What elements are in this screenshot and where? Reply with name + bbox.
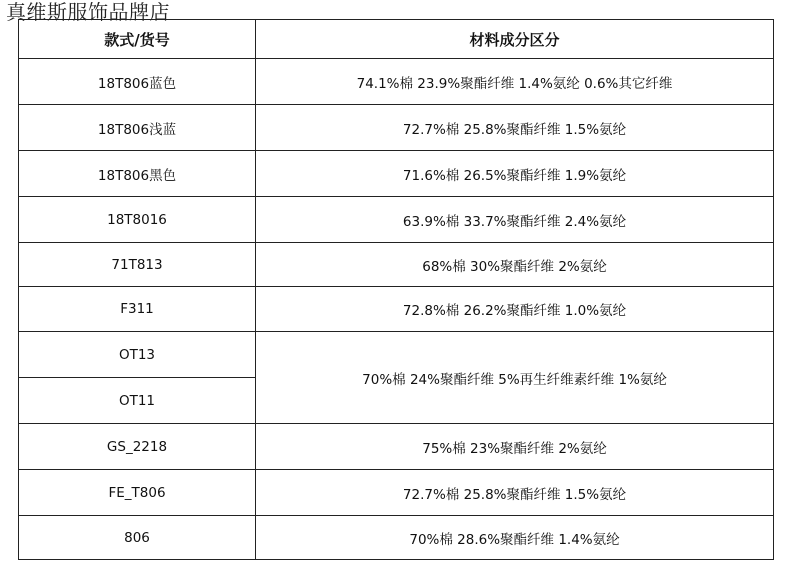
composition-cell: 63.9%棉 33.7%聚酯纤维 2.4%氨纶 xyxy=(256,197,774,243)
table-row xyxy=(19,424,774,470)
header-material-composition: 材料成分区分 xyxy=(256,20,774,59)
composition-cell: 72.7%棉 25.8%聚酯纤维 1.5%氨纶 xyxy=(256,470,774,516)
composition-cell-merged: 70%棉 24%聚酯纤维 5%再生纤维素纤维 1%氨纶 xyxy=(256,332,774,424)
style-cell: OT11 xyxy=(19,378,256,424)
table-row xyxy=(19,243,774,287)
table-row xyxy=(19,287,774,332)
composition-cell: 72.8%棉 26.2%聚酯纤维 1.0%氨纶 xyxy=(256,287,774,332)
style-cell: FE_T806 xyxy=(19,470,256,516)
table-row xyxy=(19,516,774,560)
store-watermark: 真维斯服饰品牌店 xyxy=(6,0,170,24)
composition-cell: 74.1%棉 23.9%聚酯纤维 1.4%氨纶 0.6%其它纤维 xyxy=(256,59,774,105)
style-cell: 18T806黑色 xyxy=(19,151,256,197)
style-cell: 71T813 xyxy=(19,243,256,287)
style-cell: 18T806蓝色 xyxy=(19,59,256,105)
table-row xyxy=(19,332,774,378)
table-row xyxy=(19,105,774,151)
style-cell: GS_2218 xyxy=(19,424,256,470)
table-row xyxy=(19,151,774,197)
style-cell: OT13 xyxy=(19,332,256,378)
style-cell: 806 xyxy=(19,516,256,560)
table-header-row xyxy=(19,20,774,59)
style-cell: F311 xyxy=(19,287,256,332)
composition-table-container xyxy=(18,19,774,560)
composition-cell: 71.6%棉 26.5%聚酯纤维 1.9%氨纶 xyxy=(256,151,774,197)
table-row xyxy=(19,59,774,105)
composition-cell: 75%棉 23%聚酯纤维 2%氨纶 xyxy=(256,424,774,470)
header-style-number: 款式/货号 xyxy=(19,20,256,59)
table-row xyxy=(19,197,774,243)
composition-cell: 70%棉 28.6%聚酯纤维 1.4%氨纶 xyxy=(256,516,774,560)
style-cell: 18T806浅蓝 xyxy=(19,105,256,151)
composition-table xyxy=(18,19,774,560)
table-row xyxy=(19,470,774,516)
composition-cell: 68%棉 30%聚酯纤维 2%氨纶 xyxy=(256,243,774,287)
composition-cell: 72.7%棉 25.8%聚酯纤维 1.5%氨纶 xyxy=(256,105,774,151)
style-cell: 18T8016 xyxy=(19,197,256,243)
